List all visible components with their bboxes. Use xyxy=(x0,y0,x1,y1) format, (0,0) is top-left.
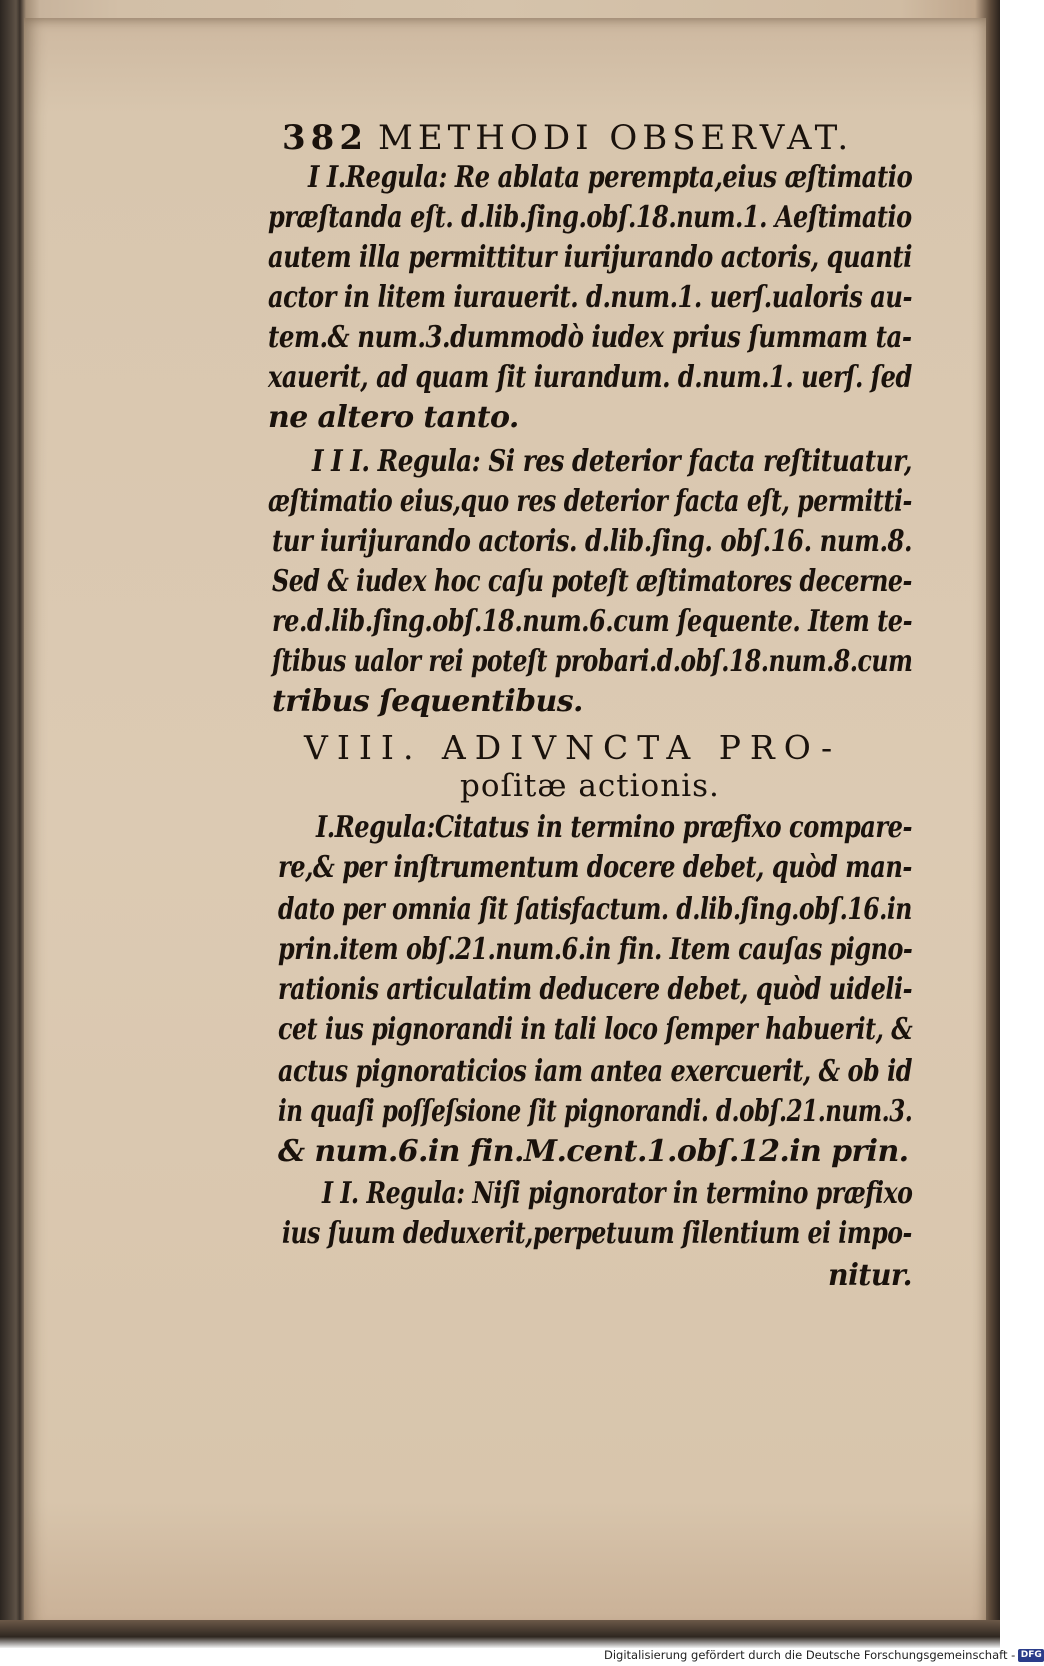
text-line: autem illa permittitur iurijurando actoris, quanti xyxy=(268,240,912,275)
digitization-credit xyxy=(604,1648,1042,1666)
text-line: xauerit, ad quam ſit iurandum. d.num.1. uerſ. ſed xyxy=(268,360,912,395)
text-line: actor in litem iurauerit. d.num.1. uerſ.ualoris au- xyxy=(268,280,913,315)
text-line: dato per omnia ſit ſatisfactum. d.lib.ſing.obſ.16.in xyxy=(278,892,912,927)
running-title: METHODI OBSERVAT. xyxy=(378,118,854,158)
text-line: & num.6.in fin.M.cent.1.obſ.12.in prin. xyxy=(278,1134,909,1169)
text-line: cet ius pignorandi in tali loco ſemper habuerit, & xyxy=(278,1012,913,1047)
text-line: prin.item obſ.21.num.6.in fin. Item cauſas pigno- xyxy=(278,932,913,967)
text-line: tribus ſequentibus. xyxy=(272,684,583,719)
text-line: rationis articulatim deducere debet, quòd uideli- xyxy=(278,972,913,1007)
section-heading: VIII. ADIVNCTA PRO- xyxy=(304,728,842,767)
text-line: ne altero tanto. xyxy=(268,400,519,435)
text-line: nitur. xyxy=(828,1258,912,1293)
text-line: æſtimatio eius,quo res deterior facta eſt, permitti- xyxy=(268,484,912,519)
text-line: actus pignoraticios iam antea exercuerit, & ob id xyxy=(278,1054,912,1089)
text-line: in quaſi poſſeſsione ſit pignorandi. d.obſ.21.num.3. xyxy=(278,1094,913,1129)
text-line: ſtibus ualor rei poteſt probari.d.obſ.18.num.8.cum xyxy=(272,644,913,679)
text-line: præſtanda eſt. d.lib.ſing.obſ.18.num.1. Aeſtimatio xyxy=(268,200,912,235)
section-subheading: poſitæ actionis. xyxy=(460,768,720,804)
text-line: re,& per inſtrumentum docere debet, quòd man- xyxy=(278,850,912,885)
credit-text: Digitalisierung gefördert durch die Deutsche Forschungsgemeinschaft - xyxy=(604,1648,1016,1662)
text-line: ius ſuum deduxerit,perpetuum ſilentium ei impo- xyxy=(282,1216,912,1251)
text-line: I I.Regula: Re ablata perempta,eius æſtimatio xyxy=(308,160,913,195)
text-line: Sed & iudex hoc caſu poteſt æſtimatores decerne- xyxy=(272,564,912,599)
text-line: I I I. Regula: Si res deterior facta reſtituatur, xyxy=(312,444,912,479)
text-line: re.d.lib.ſing.obſ.18.num.6.cum ſequente. Item te- xyxy=(272,604,913,639)
text-line: tem.& num.3.dummodò iudex prius ſummam ta- xyxy=(268,320,912,355)
text-line: I I. Regula: Niſi pignorator in termino præfixo xyxy=(322,1176,913,1211)
page-number: 382 xyxy=(282,118,368,158)
dfg-logo: DFG xyxy=(1018,1649,1044,1662)
scan-bottom-edge xyxy=(0,1620,1000,1648)
text-line: I.Regula:Citatus in termino præfixo compare- xyxy=(316,810,913,845)
text-line: tur iurijurando actoris. d.lib.ſing. obſ.16. num.8. xyxy=(272,524,912,559)
